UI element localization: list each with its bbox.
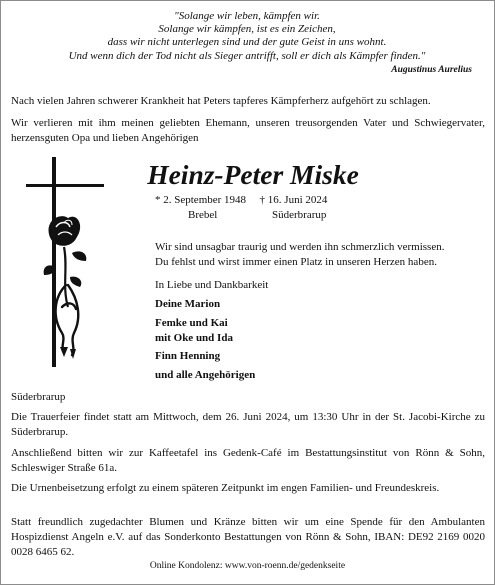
mourners-intro: In Liebe und Dankbarkeit bbox=[155, 279, 269, 291]
deathplace: Süderbrarup bbox=[272, 209, 327, 221]
quote-line: "Solange wir leben, kämpfen wir. bbox=[174, 10, 320, 22]
mourner-child: Finn Henning bbox=[155, 350, 221, 362]
donation-details: Statt freundlich zugedachter Blumen und Kränze bitten wir um eine Spende für den Ambulanten Hospizdienst Angeln e.V. auf das Sonderkonto Bestattungen von Rönn & Sohn, IBAN: DE92 2169 0020 0028 6465 62. bbox=[11, 516, 485, 558]
reception-details: Anschließend bitten wir zur Kaffeetafel ins Gedenk-Café im Bestattungsinstitut von Rönn & Sohn, Schleswiger Straße 61a. bbox=[11, 447, 485, 474]
deceased-name: Heinz-Peter Miske bbox=[147, 159, 359, 190]
burial-details: Die Urnenbeisetzung erfolgt zu einem späteren Zeitpunkt im engen Familien- und Freundeskreis. bbox=[11, 482, 440, 494]
message-block bbox=[155, 240, 485, 270]
mourner-others: und alle Angehörigen bbox=[155, 369, 256, 381]
intro-paragraph: Nach vielen Jahren schwerer Krankheit hat Peters tapferes Kämpferherz aufgehört zu schlagen. bbox=[11, 95, 431, 107]
quote-line: Und wenn dich der Tod nicht als Sieger antrifft, soll er dich als Kämpfer finden." bbox=[68, 49, 426, 62]
birth-date: * 2. September 1948 bbox=[155, 194, 247, 206]
mourner-line: Femke und Kai bbox=[155, 317, 228, 329]
quote-block bbox=[14, 10, 480, 77]
quote-line: Solange wir kämpfen, ist es ein Zeichen, bbox=[158, 23, 336, 36]
death-date: † 16. Juni 2024 bbox=[259, 194, 328, 206]
funeral-details: Die Trauerfeier findet statt am Mittwoch, dem 26. Juni 2024, um 13:30 Uhr in der St. Jacobi-Kirche zu Süderbrarup. bbox=[11, 411, 485, 438]
message-line: Wir sind unsagbar traurig und werden ihn schmerzlich vermissen. bbox=[155, 241, 445, 253]
mourner-line: mit Oke und Ida bbox=[155, 332, 233, 344]
birthplace: Brebel bbox=[188, 209, 218, 221]
quote-line: dass wir nicht unterlegen sind und der gute Geist in uns wohnt. bbox=[107, 36, 387, 49]
intro-paragraph: Wir verlieren mit ihm meinen geliebten Ehemann, unseren treusorgenden Vater und Schwiegervater, herzensguten Opa und lieben Angehörigen bbox=[11, 117, 485, 144]
quote-author: Augustinus Aurelius bbox=[391, 64, 472, 75]
message-line: Du fehlst und wirst immer einen Platz in unseren Herzen haben. bbox=[155, 256, 437, 268]
mourner-spouse: Deine Marion bbox=[155, 298, 221, 310]
location: Süderbrarup bbox=[11, 391, 66, 403]
life-dates bbox=[155, 193, 327, 208]
online-condolence: Online Kondolenz: www.von-roenn.de/gedenkseite bbox=[149, 561, 346, 571]
mourner-family bbox=[155, 316, 485, 346]
